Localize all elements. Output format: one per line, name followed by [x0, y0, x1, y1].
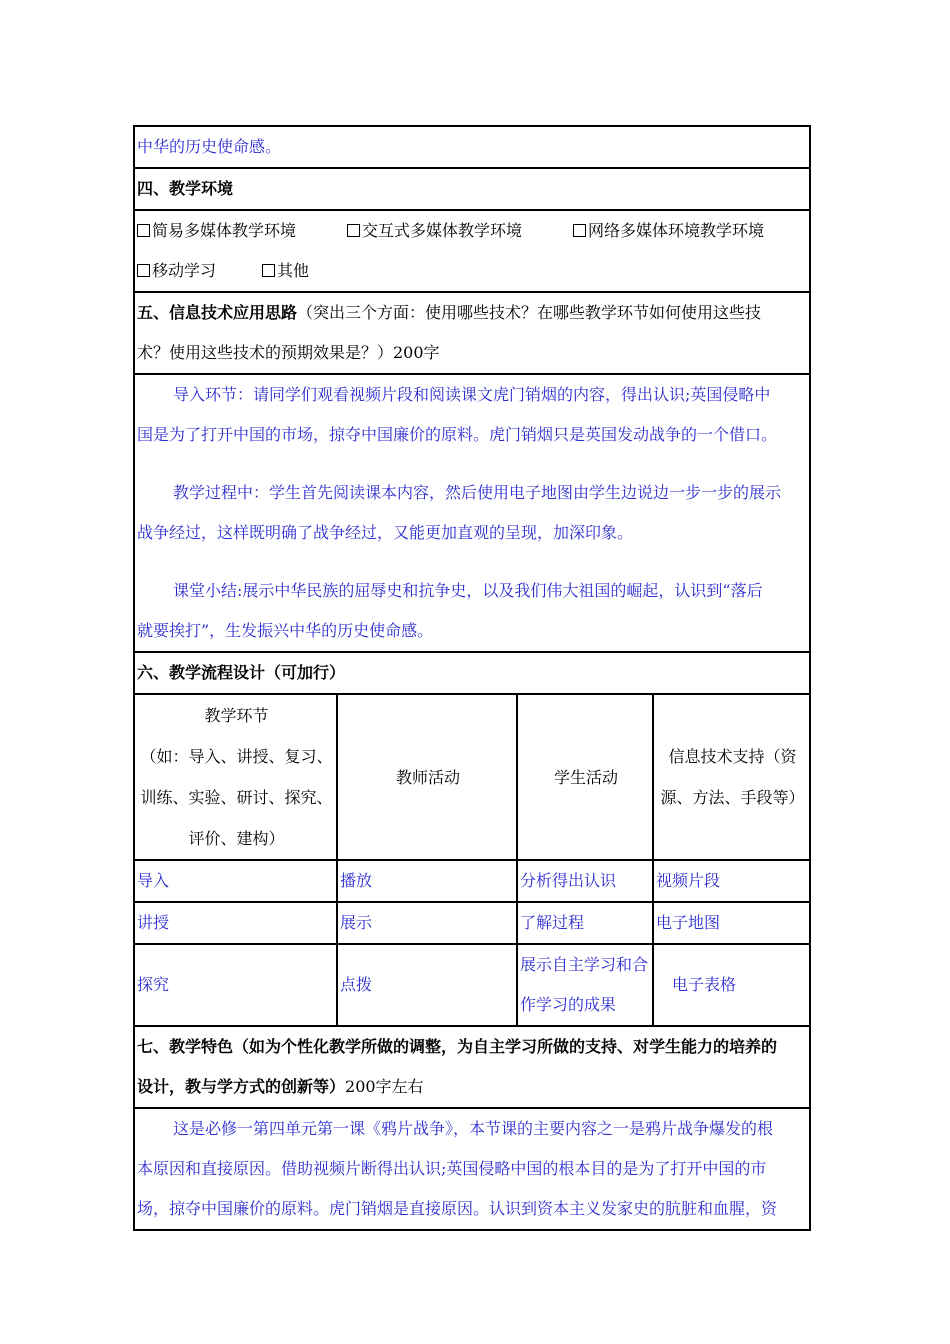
teacher-cell: 点拨 — [337, 944, 517, 1025]
options-row-1 — [135, 211, 809, 251]
flow-table-header-row — [135, 695, 809, 860]
section-7-content — [135, 1109, 809, 1229]
section-3-tail-text: 中华的历史使命感。 — [137, 137, 282, 156]
header-tech-support: 信息技术支持（资 源、方法、手段等） — [653, 695, 809, 860]
option-network-multimedia[interactable]: 网络多媒体环境教学环境 — [573, 211, 764, 251]
checkbox-icon[interactable] — [262, 264, 275, 277]
p1-line-1: 导入环节：请同学们观看视频片段和阅读课文虎门销烟的内容，得出认识;英国侵略中 — [173, 385, 771, 404]
section-5-content — [135, 375, 809, 653]
s7-line-3: 场，掠夺中国廉价的原料。虎门销烟是直接原因。认识到资本主义发家史的肮脏和血腥，资 — [137, 1199, 778, 1218]
option-other[interactable]: 其他 — [262, 251, 309, 291]
tech-cell: 视频片段 — [653, 860, 809, 902]
section-4-header — [135, 169, 809, 211]
section-7-title-line-1: 七、教学特色（如为个性化教学所做的调整，为自主学习所做的支持、对学生能力的培养的 — [137, 1037, 778, 1056]
option-mobile-learning[interactable]: 移动学习 — [137, 251, 262, 291]
section-6-flow — [135, 695, 809, 1027]
p3-line-2: 就要挨打”，生发振兴中华的历史使命感。 — [137, 621, 434, 640]
header-student-activity: 学生活动 — [517, 695, 653, 860]
p1-line-2: 国是为了打开中国的市场，掠夺中国廉价的原料。虎门销烟只是英国发动战争的一个借口。 — [137, 425, 778, 444]
student-cell: 了解过程 — [517, 902, 653, 944]
section-5-title-line-2: 术？使用这些技术的预期效果是？）200字 — [137, 343, 440, 362]
tech-cell: 电子地图 — [653, 902, 809, 944]
p3-line-1: 课堂小结:展示中华民族的屈辱史和抗争史，以及我们伟大祖国的崛起，认识到“落后 — [173, 581, 763, 600]
header-teacher-activity: 教师活动 — [337, 695, 517, 860]
table-row — [135, 944, 809, 1025]
section-7-title-line-2: 设计，教与学方式的创新等）200字左右 — [137, 1077, 424, 1096]
s7-line-1: 这是必修一第四单元第一课《鸦片战争》，本节课的主要内容之一是鸦片战争爆发的根 — [173, 1119, 774, 1138]
stage-cell: 探究 — [135, 944, 337, 1025]
student-cell: 分析得出认识 — [517, 860, 653, 902]
s7-line-2: 本原因和直接原因。借助视频片断得出认识;英国侵略中国的根本目的是为了打开中国的市 — [137, 1159, 767, 1178]
stage-cell: 讲授 — [135, 902, 337, 944]
checkbox-icon[interactable] — [137, 224, 150, 237]
option-simple-multimedia[interactable]: 简易多媒体教学环境 — [137, 211, 347, 251]
section-5-title-line-1: 五、信息技术应用思路（突出三个方面：使用哪些技术？在哪些教学环节如何使用这些技 — [137, 303, 762, 322]
table-row — [135, 902, 809, 944]
section-4-title: 四、教学环境 — [137, 179, 234, 198]
section-7-header — [135, 1027, 809, 1109]
teacher-cell: 播放 — [337, 860, 517, 902]
student-cell: 展示自主学习和合 作学习的成果 — [517, 944, 653, 1025]
stage-cell: 导入 — [135, 860, 337, 902]
section-3-tail — [135, 127, 809, 169]
checkbox-icon[interactable] — [137, 264, 150, 277]
checkbox-icon[interactable] — [573, 224, 586, 237]
p2-line-1: 教学过程中：学生首先阅读课本内容，然后使用电子地图由学生边说边一步一步的展示 — [173, 483, 782, 502]
options-row-2 — [135, 251, 809, 291]
tech-cell: 电子表格 — [653, 944, 809, 1025]
section-6-title: 六、教学流程设计（可加行） — [137, 663, 346, 682]
option-interactive-multimedia[interactable]: 交互式多媒体教学环境 — [347, 211, 573, 251]
lesson-plan-table — [133, 125, 811, 1231]
section-4-options — [135, 211, 809, 293]
teacher-cell: 展示 — [337, 902, 517, 944]
section-6-header — [135, 653, 809, 695]
table-row — [135, 860, 809, 902]
section-5-header — [135, 293, 809, 375]
checkbox-icon[interactable] — [347, 224, 360, 237]
header-stage: 教学环节 （如：导入、讲授、复习、 训练、实验、研讨、探究、 评价、建构） — [135, 695, 337, 860]
p2-line-2: 战争经过，这样既明确了战争经过，又能更加直观的呈现，加深印象。 — [137, 523, 634, 542]
flow-table — [135, 695, 809, 1025]
